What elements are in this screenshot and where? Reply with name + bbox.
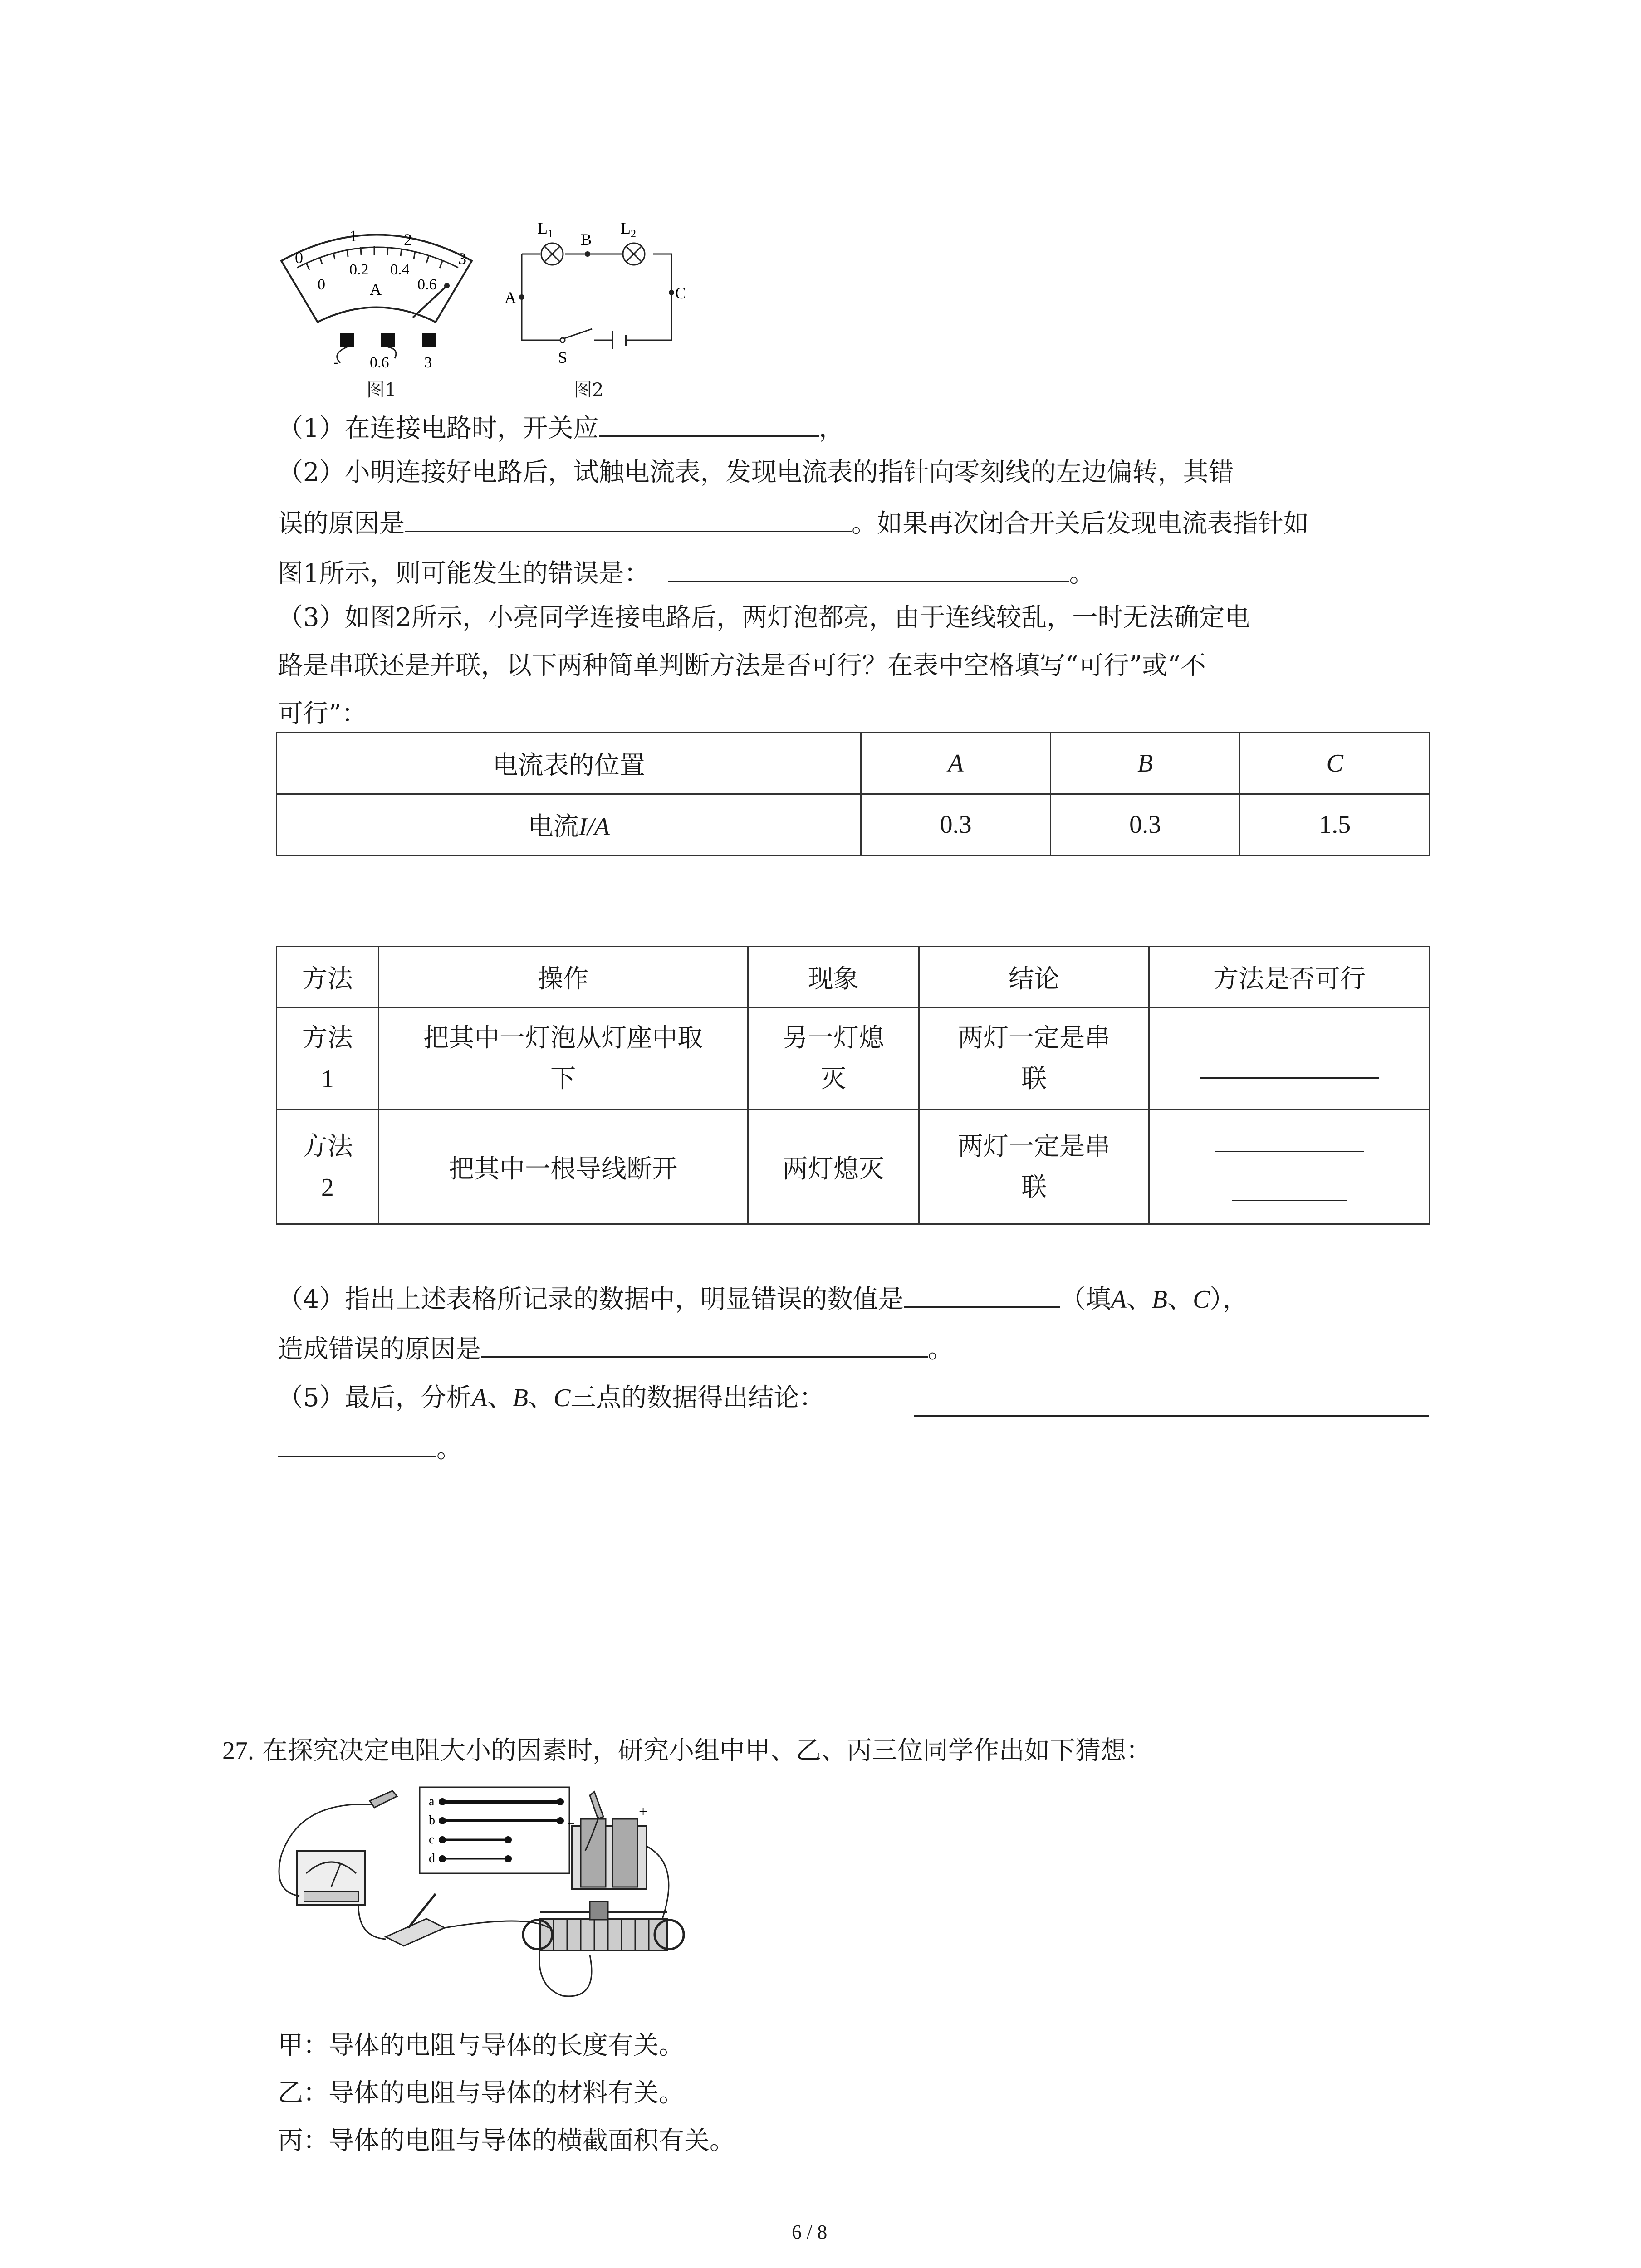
label-l1: $L_1$ — [538, 219, 553, 240]
fig1-caption: 图1 — [367, 380, 397, 401]
blank-q5-a[interactable] — [914, 1415, 1429, 1417]
label-c: C — [675, 284, 686, 302]
current-table — [276, 732, 1430, 856]
rheostat-device — [540, 1919, 667, 1950]
cell-conclusion-1: 两灯一定是串 联 — [919, 1008, 1149, 1110]
svg-text:+: + — [639, 1804, 648, 1820]
question-2-line-3: 图1所示，则可能发生的错误是： 。 — [278, 554, 1095, 592]
fig1-term-neg: - — [333, 355, 338, 370]
blank-q4-value[interactable] — [904, 1280, 1060, 1308]
header-phenomenon: 现象 — [748, 947, 919, 1008]
question-number: 27. — [222, 1737, 254, 1765]
question-2-line-2: 误的原因是 。如果再次闭合开关后发现电流表指针如 — [278, 504, 1309, 542]
wire-label-a: a — [429, 1794, 435, 1809]
question-5-line-2: 。 — [278, 1430, 462, 1467]
hypothesis-jia: 甲：导体的电阻与导体的长度有关。 — [278, 2031, 684, 2060]
cell-b: B — [1050, 733, 1240, 794]
page-number: 6 / 8 — [792, 2221, 828, 2243]
label-b: B — [581, 230, 592, 249]
blank-feasible-1[interactable] — [1200, 1051, 1379, 1079]
cell-b-value: 0.3 — [1050, 794, 1240, 855]
switch — [564, 329, 592, 338]
table-row — [277, 733, 1430, 794]
fig1-bottom-02: 0.2 — [349, 261, 369, 278]
question-3-line-1: （3）如图2所示，小亮同学连接电路后，两灯泡都亮，由于连线较乱，一时无法确定电 — [278, 603, 1250, 632]
ammeter-figure — [272, 213, 499, 404]
fig1-bottom-0: 0 — [318, 276, 325, 293]
method-table — [276, 946, 1430, 1225]
wire-label-d: d — [429, 1852, 435, 1866]
cell-a: A — [861, 733, 1051, 794]
question-2-line-1: （2）小明连接好电路后，试触电流表，发现电流表的指针向零刻线的左边偏转，其错 — [278, 458, 1234, 487]
hypothesis-bing: 丙：导体的电阻与导体的横截面积有关。 — [278, 2126, 735, 2156]
hypothesis-yi: 乙：导体的电阻与导体的材料有关。 — [278, 2078, 684, 2108]
header-operation: 操作 — [378, 947, 748, 1008]
cell-conclusion-2: 两灯一定是串 联 — [919, 1110, 1149, 1224]
cell-c: C — [1240, 733, 1430, 794]
header-method: 方法 — [277, 947, 379, 1008]
lamp-l2 — [623, 243, 645, 265]
switch-device — [386, 1919, 445, 1946]
question-27: 27. 在探究决定电阻大小的因素时，研究小组中甲、乙、丙三位同学作出如下猜想： — [222, 1736, 1151, 1765]
question-1: （1）在连接电路时，开关应 ， — [278, 409, 844, 447]
blank-feasible-2a[interactable] — [1215, 1151, 1364, 1152]
circuit-figure — [504, 218, 694, 372]
cell-operation-2: 把其中一根导线断开 — [378, 1110, 748, 1224]
blank-q1[interactable] — [599, 409, 819, 437]
svg-text:−: − — [567, 1816, 575, 1831]
blank-q4-reason[interactable] — [481, 1330, 928, 1358]
cell-operation-1: 把其中一灯泡从灯座中取 下 — [378, 1008, 748, 1110]
wire-label-b: b — [429, 1813, 435, 1828]
fig1-top-0: 0 — [295, 249, 303, 267]
terminal-06 — [381, 333, 395, 347]
question-4-line-1: （4）指出上述表格所记录的数据中，明显错误的数值是 （填A、B、C）， — [278, 1280, 1248, 1318]
cell-feasible-2 — [1149, 1110, 1430, 1224]
label-s: S — [558, 348, 568, 367]
cell-position-label: 电流表的位置 — [277, 733, 861, 794]
cell-c-value: 1.5 — [1240, 794, 1430, 855]
cell-feasible-1 — [1149, 1008, 1430, 1110]
fig1-unit: A — [370, 280, 382, 298]
table-row — [277, 794, 1430, 855]
clip-right — [590, 1792, 603, 1819]
question-3-line-3: 可行”： — [278, 699, 367, 728]
blank-feasible-2b[interactable] — [1232, 1200, 1347, 1201]
wire-label-c: c — [429, 1833, 435, 1847]
label-a: A — [505, 288, 516, 307]
fig2-caption: 图2 — [574, 380, 604, 401]
lamp-l1 — [541, 243, 563, 265]
cell-phenomenon-1: 另一灯熄 灭 — [748, 1008, 919, 1110]
header-feasible: 方法是否可行 — [1149, 947, 1430, 1008]
label-l2: $L_2$ — [621, 219, 636, 240]
question-5-line-1: （5）最后，分析A、B、C三点的数据得出结论： — [278, 1383, 825, 1413]
fig1-bottom-04: 0.4 — [390, 261, 410, 278]
fig1-term-06: 0.6 — [370, 354, 389, 371]
cell-method-1: 方法 1 — [277, 1008, 379, 1110]
table-row — [277, 947, 1430, 1008]
question-3-line-2: 路是串联还是并联，以下两种简单判断方法是否可行？在表中空格填写“可行”或“不 — [278, 651, 1206, 680]
clip-left — [370, 1791, 397, 1808]
cell-current-label: 电流I/A — [277, 794, 861, 855]
cell-a-value: 0.3 — [861, 794, 1051, 855]
terminal-neg — [340, 333, 354, 347]
fig1-top-1: 1 — [349, 227, 358, 245]
resistance-apparatus-figure — [272, 1783, 726, 2005]
cell-method-2: 方法 2 — [277, 1110, 379, 1224]
question-4-line-2: 造成错误的原因是 。 — [278, 1330, 953, 1368]
blank-q5-b[interactable] — [278, 1430, 436, 1457]
fig1-top-3: 3 — [458, 249, 466, 268]
blank-q2-error[interactable] — [668, 554, 1069, 582]
table-row — [277, 1008, 1430, 1110]
blank-q2-reason[interactable] — [405, 504, 852, 532]
header-conclusion: 结论 — [919, 947, 1149, 1008]
fig1-top-2: 2 — [404, 230, 412, 249]
fig1-bottom-06: 0.6 — [417, 276, 437, 293]
table-row — [277, 1110, 1430, 1224]
cell-phenomenon-2: 两灯熄灭 — [748, 1110, 919, 1224]
terminal-3 — [422, 333, 436, 347]
fig1-term-3: 3 — [424, 354, 432, 371]
